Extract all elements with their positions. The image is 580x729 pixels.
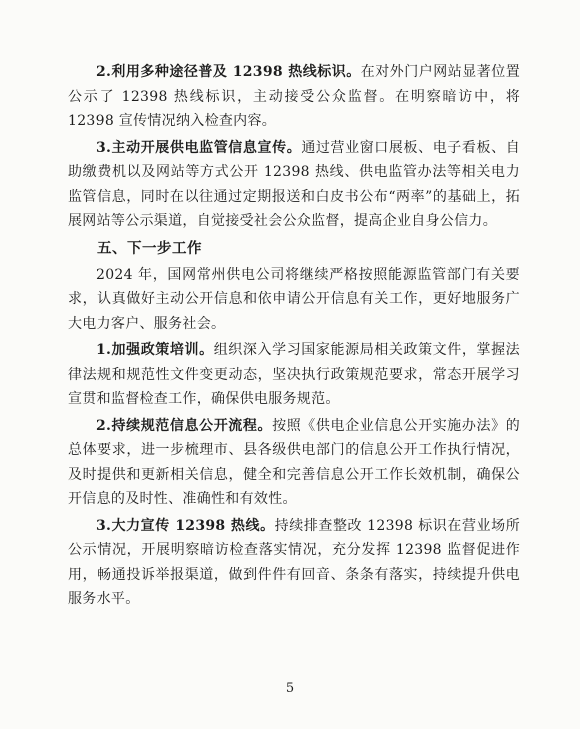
paragraph-2024-plan xyxy=(68,263,520,337)
paragraph-text: 持续排查整改 12398 标识在营业场所公示情况，开展明察暗访检查落实情况，充分发挥 12398 监督促进作用，畅通投诉举报渠道，做到件件有回音、条条有落实，持续提升供电服务水平。 xyxy=(68,517,520,607)
paragraph-12398-signage xyxy=(68,60,520,134)
paragraph-lead: 3.主动开展供电监管信息宣传。 xyxy=(96,139,302,156)
paragraph-disclosure-process xyxy=(68,414,520,512)
page-body xyxy=(68,60,520,614)
paragraph-text: 通过营业窗口展板、电子看板、自助缴费机以及网站等方式公开 12398 热线、供电监管办法等相关电力监管信息，同时在以往通过定期报送和白皮书公布“两率”的基础上，拓展网站等公示渠道，自觉接受社会公众监督，提高企业自身公信力。 xyxy=(68,139,520,229)
page-number: 5 xyxy=(285,681,295,696)
paragraph-supervision-publicity xyxy=(68,136,520,234)
paragraph-lead: 1.加强政策培训。 xyxy=(96,342,214,358)
paragraph-text: 2024 年，国网常州供电公司将继续严格按照能源监管部门有关要求，认真做好主动公开信息和依申请公开信息有关工作，更好地服务广大电力客户、服务社会。 xyxy=(68,266,520,332)
section-heading-next-steps: 五、下一步工作 xyxy=(97,239,202,257)
paragraph-text: 组织深入学习国家能源局相关政策文件，掌握法律法规和规范性文件变更动态，坚决执行政策规范要求，常态开展学习宣贯和监督检查工作，确保供电服务规范。 xyxy=(68,342,520,407)
paragraph-lead: 3.大力宣传 12398 热线。 xyxy=(96,517,275,534)
paragraph-12398-hotline xyxy=(68,514,520,612)
paragraph-policy-training xyxy=(68,338,520,412)
paragraph-lead: 2.利用多种途径普及 12398 热线标识。 xyxy=(96,64,361,80)
paragraph-lead: 2.持续规范信息公开流程。 xyxy=(96,417,273,434)
paragraph-text: 在对外门户网站显著位置公示了 12398 热线标识，主动接受公众监督。在明察暗访中，将 12398 宣传情况纳入检查内容。 xyxy=(68,64,520,129)
paragraph-text: 按照《供电企业信息公开实施办法》的总体要求，进一步梳理市、县各级供电部门的信息公开工作执行情况，及时提供和更新相关信息，健全和完善信息公开工作长效机制，确保公开信息的及时性、准确性和有效性。 xyxy=(68,417,520,507)
